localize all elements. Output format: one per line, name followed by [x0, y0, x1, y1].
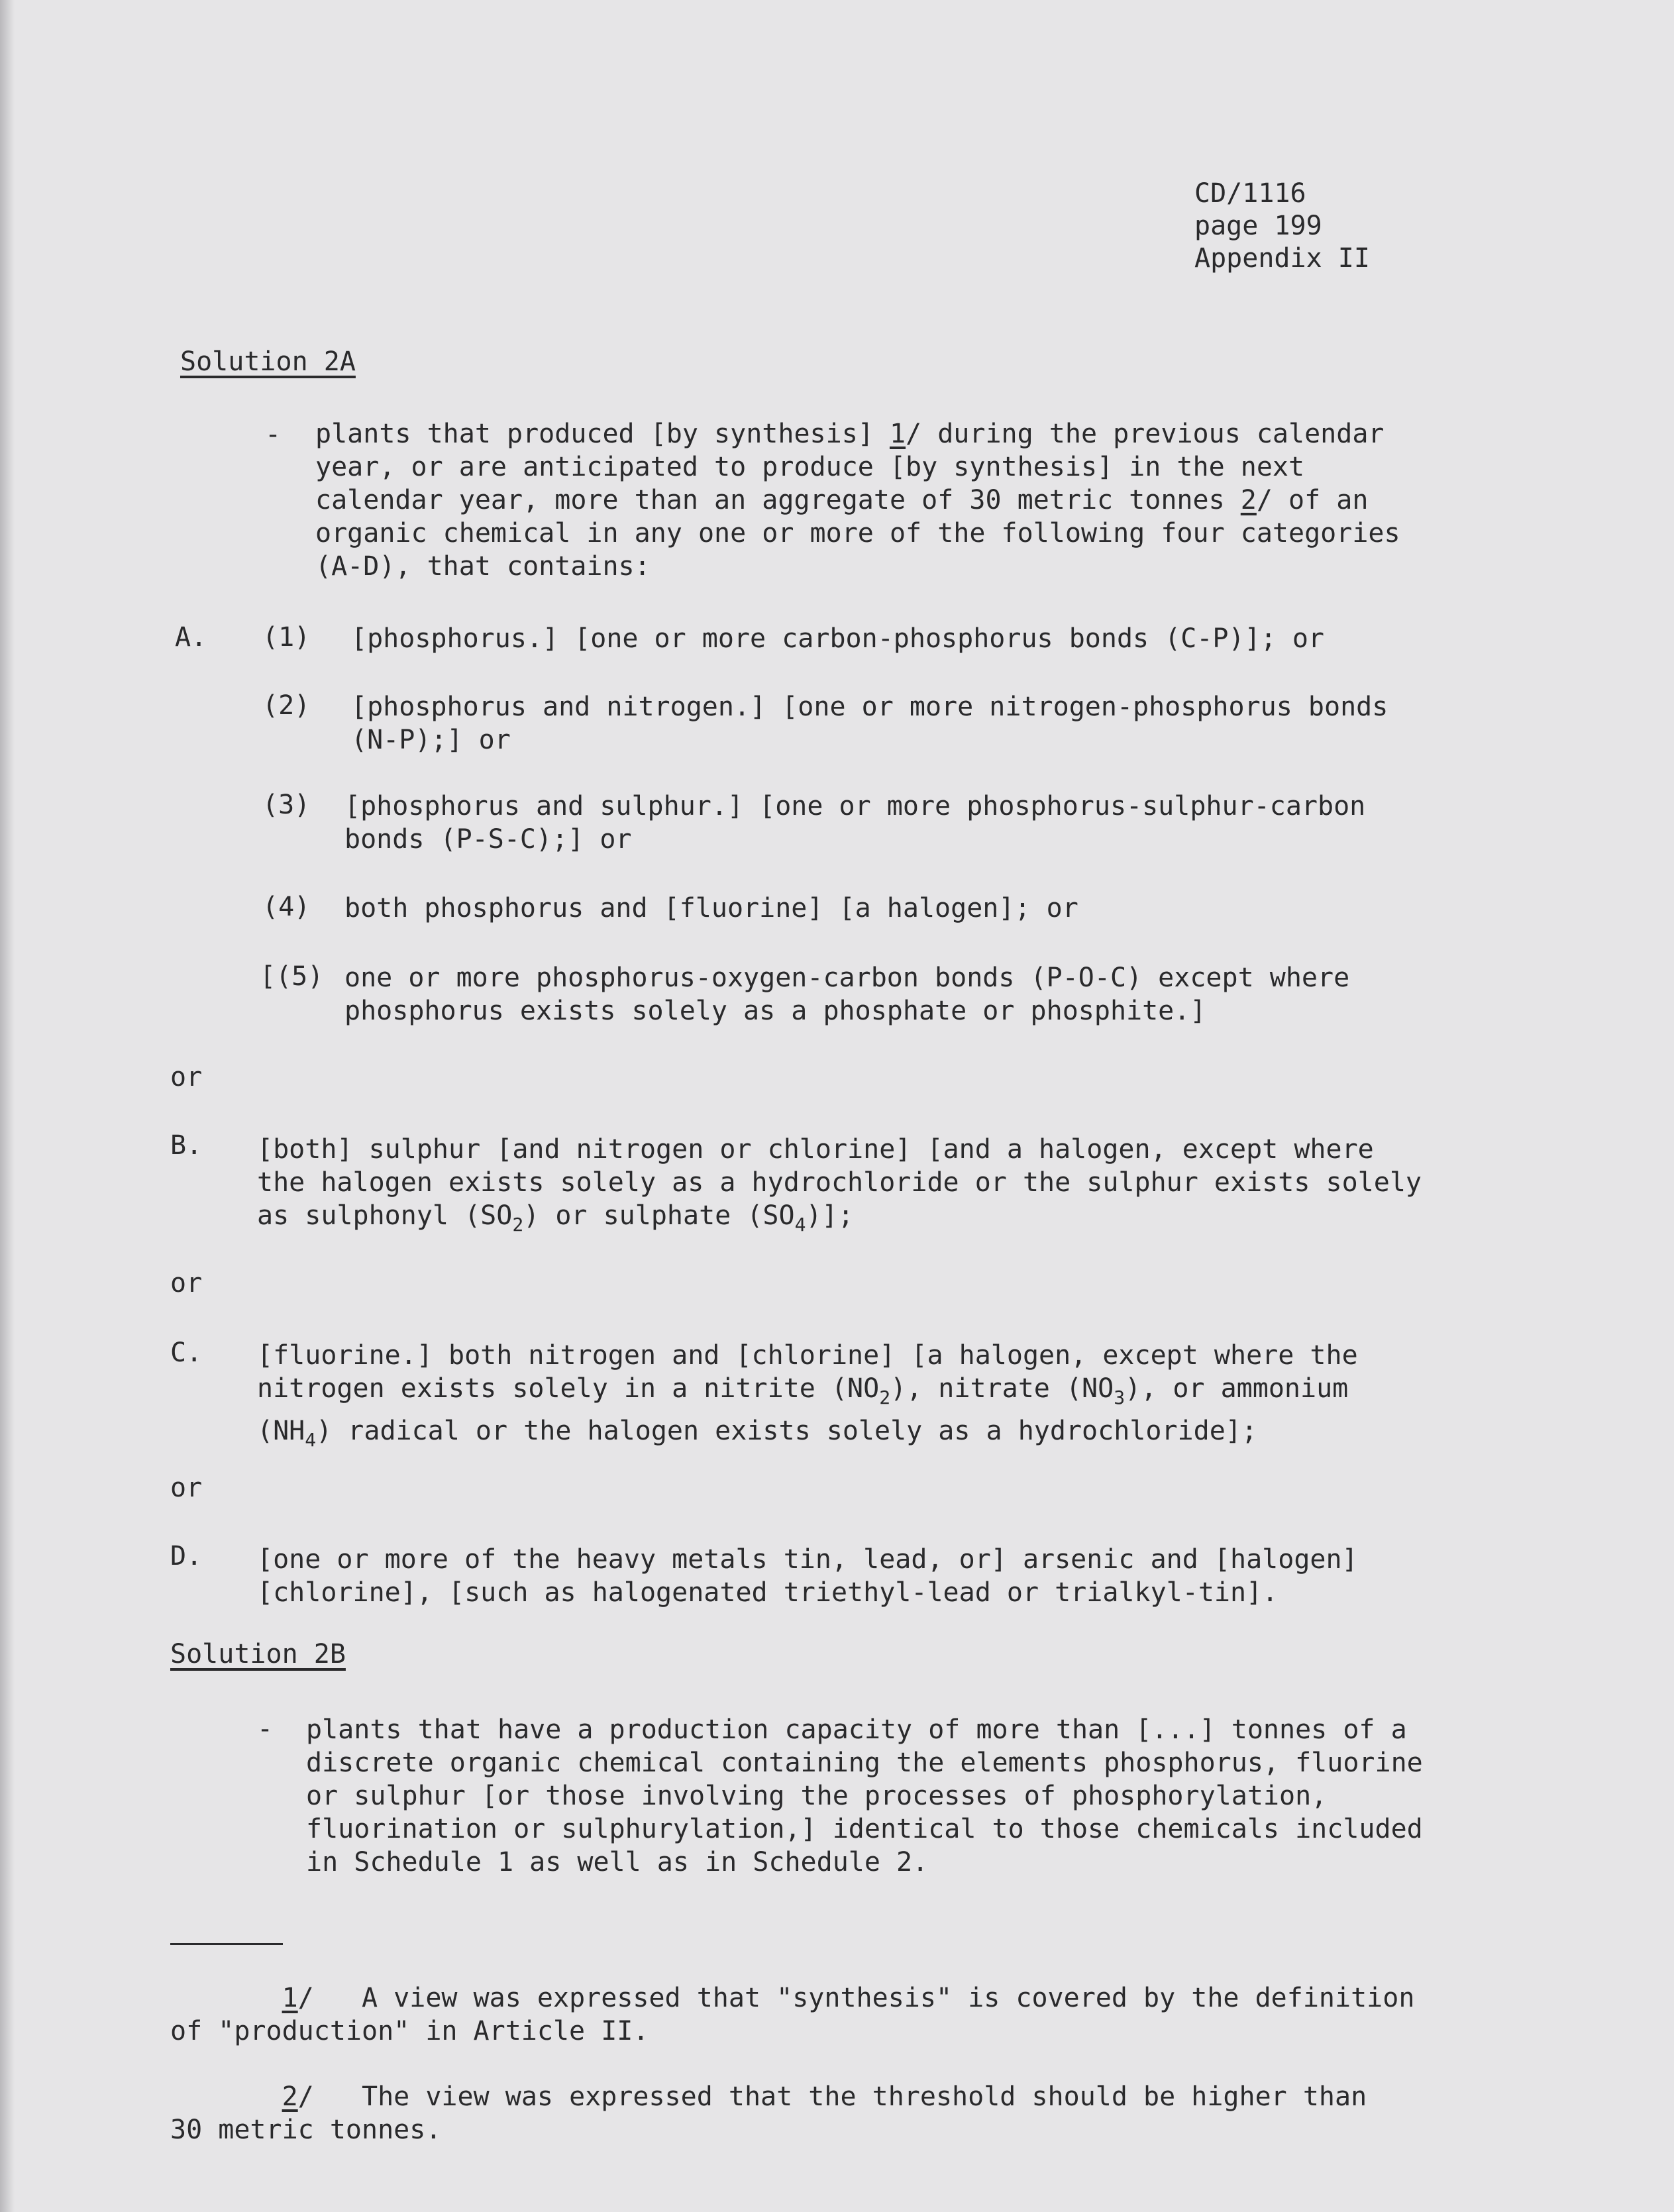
subscript: 3 [1114, 1386, 1125, 1408]
solution-2b-line-2: discrete organic chemical containing the elements phosphorus, fluorine [306, 1748, 1423, 1778]
intro-line-5: (A-D), that contains: [315, 551, 651, 582]
item-a3-number: (3) [262, 790, 311, 820]
footnote-2 [170, 2080, 1367, 2146]
solution-2a-heading: Solution 2A [180, 346, 356, 377]
or-connector-3: or [170, 1473, 203, 1503]
intro-line-2: year, or are anticipated to produce [by synthesis] in the next [315, 452, 1305, 482]
item-a3-line-1: [phosphorus and sulphur.] [one or more phosphorus-sulphur-carbon [344, 791, 1366, 821]
footnote-2-mark: 2 [282, 2081, 298, 2112]
item-a3-text [344, 790, 1365, 856]
solution-2b-line-4: fluorination or sulphurylation,] identical to those chemicals included [306, 1814, 1423, 1844]
intro-line-3-post: / of an [1256, 485, 1369, 515]
category-b-line-1: [both] sulphur [and nitrogen or chlorine] [and a halogen, except where [257, 1134, 1374, 1165]
category-b-line-3c: )]; [806, 1200, 854, 1231]
footnote-2-line-2: 30 metric tonnes. [170, 2115, 442, 2145]
category-c-line-3b: ) radical or the halogen exists solely as a hydrochloride]; [316, 1415, 1257, 1446]
category-d-line-2: [chlorine], [such as halogenated triethyl-lead or trialkyl-tin]. [257, 1577, 1279, 1608]
footnote-1 [170, 1981, 1414, 2048]
category-c-label: C. [170, 1338, 203, 1368]
item-a5-text [344, 961, 1349, 1027]
category-c-line-1: [fluorine.] both nitrogen and [chlorine] [a halogen, except where the [257, 1340, 1358, 1371]
category-b-text [257, 1133, 1422, 1241]
item-a2-line-1: [phosphorus and nitrogen.] [one or more nitrogen-phosphorus bonds [351, 692, 1388, 722]
category-b-line-3a: as sulphonyl (SO [257, 1200, 513, 1231]
item-a2-line-2: (N-P);] or [351, 725, 511, 755]
document-header [1194, 178, 1370, 275]
intro-line-3: calendar year, more than an aggregate of 30 metric tonnes [315, 485, 1241, 515]
category-c-text [257, 1339, 1358, 1457]
intro-line-1-pre: plants that produced [by synthesis] [315, 419, 890, 449]
category-c-line-2a: nitrogen exists solely in a nitrite (NO [257, 1373, 880, 1404]
or-connector-2: or [170, 1268, 203, 1298]
appendix-label: Appendix II [1194, 243, 1370, 274]
solution-2b-text [306, 1713, 1423, 1879]
item-a1-text: [phosphorus.] [one or more carbon-phosphorus bonds (C-P)]; or [351, 623, 1325, 654]
category-c-line-2c: ), or ammonium [1125, 1373, 1349, 1404]
subscript: 4 [794, 1213, 806, 1236]
category-a-label: A. [175, 622, 207, 653]
solution-2b-heading: Solution 2B [170, 1639, 346, 1669]
footnote-1-mark: 1 [282, 1983, 298, 2013]
category-d-text [257, 1543, 1358, 1609]
subscript: 4 [305, 1428, 317, 1451]
solution-2a-intro [315, 417, 1400, 583]
category-d-label: D. [170, 1541, 203, 1571]
item-a1-number: (1) [262, 622, 311, 653]
solution-2b-line-5: in Schedule 1 as well as in Schedule 2. [306, 1847, 929, 1877]
item-a2-number: (2) [262, 690, 311, 721]
bullet-dash: - [265, 419, 282, 450]
item-a4-number: (4) [262, 892, 311, 922]
item-a4-text: both phosphorus and [fluorine] [a halogen]; or [344, 893, 1078, 923]
subscript: 2 [512, 1213, 524, 1236]
footnote-ref-1: 1 [889, 419, 906, 449]
category-c-line-3a: (NH [257, 1415, 305, 1446]
or-connector-1: or [170, 1062, 203, 1092]
category-b-line-2: the halogen exists solely as a hydrochloride or the sulphur exists solely [257, 1167, 1422, 1198]
category-b-label: B. [170, 1130, 203, 1161]
subscript: 2 [879, 1386, 891, 1408]
footnote-2-line-1: / The view was expressed that the threshold should be higher than [297, 2081, 1367, 2112]
solution-2b-line-1: plants that have a production capacity of more than [...] tonnes of a [306, 1714, 1407, 1745]
item-a5-line-1: one or more phosphorus-oxygen-carbon bonds (P-O-C) except where [344, 963, 1350, 993]
item-a3-line-2: bonds (P-S-C);] or [344, 824, 632, 855]
item-a2-text [351, 690, 1388, 757]
doc-reference: CD/1116 [1194, 178, 1306, 209]
bullet-dash: - [257, 1714, 274, 1744]
category-b-line-3b: ) or sulphate (SO [523, 1200, 795, 1231]
footnote-separator [170, 1943, 283, 1945]
category-d-line-1: [one or more of the heavy metals tin, lead, or] arsenic and [halogen] [257, 1544, 1358, 1575]
footnote-ref-2: 2 [1240, 485, 1257, 515]
intro-line-4: organic chemical in any one or more of the following four categories [315, 518, 1400, 549]
page-number: page 199 [1194, 211, 1322, 241]
footnote-1-line-1: / A view was expressed that "synthesis" is covered by the definition [297, 1983, 1415, 2013]
solution-2b-line-3: or sulphur [or those involving the processes of phosphorylation, [306, 1781, 1328, 1811]
item-a5-number: [(5) [260, 961, 324, 992]
footnote-1-line-2: of "production" in Article II. [170, 2016, 649, 2046]
page-edge-shadow [0, 0, 15, 2212]
category-c-line-2b: ), nitrate (NO [890, 1373, 1114, 1404]
intro-line-1-post: / during the previous calendar [906, 419, 1385, 449]
item-a5-line-2: phosphorus exists solely as a phosphate or phosphite.] [344, 996, 1206, 1026]
